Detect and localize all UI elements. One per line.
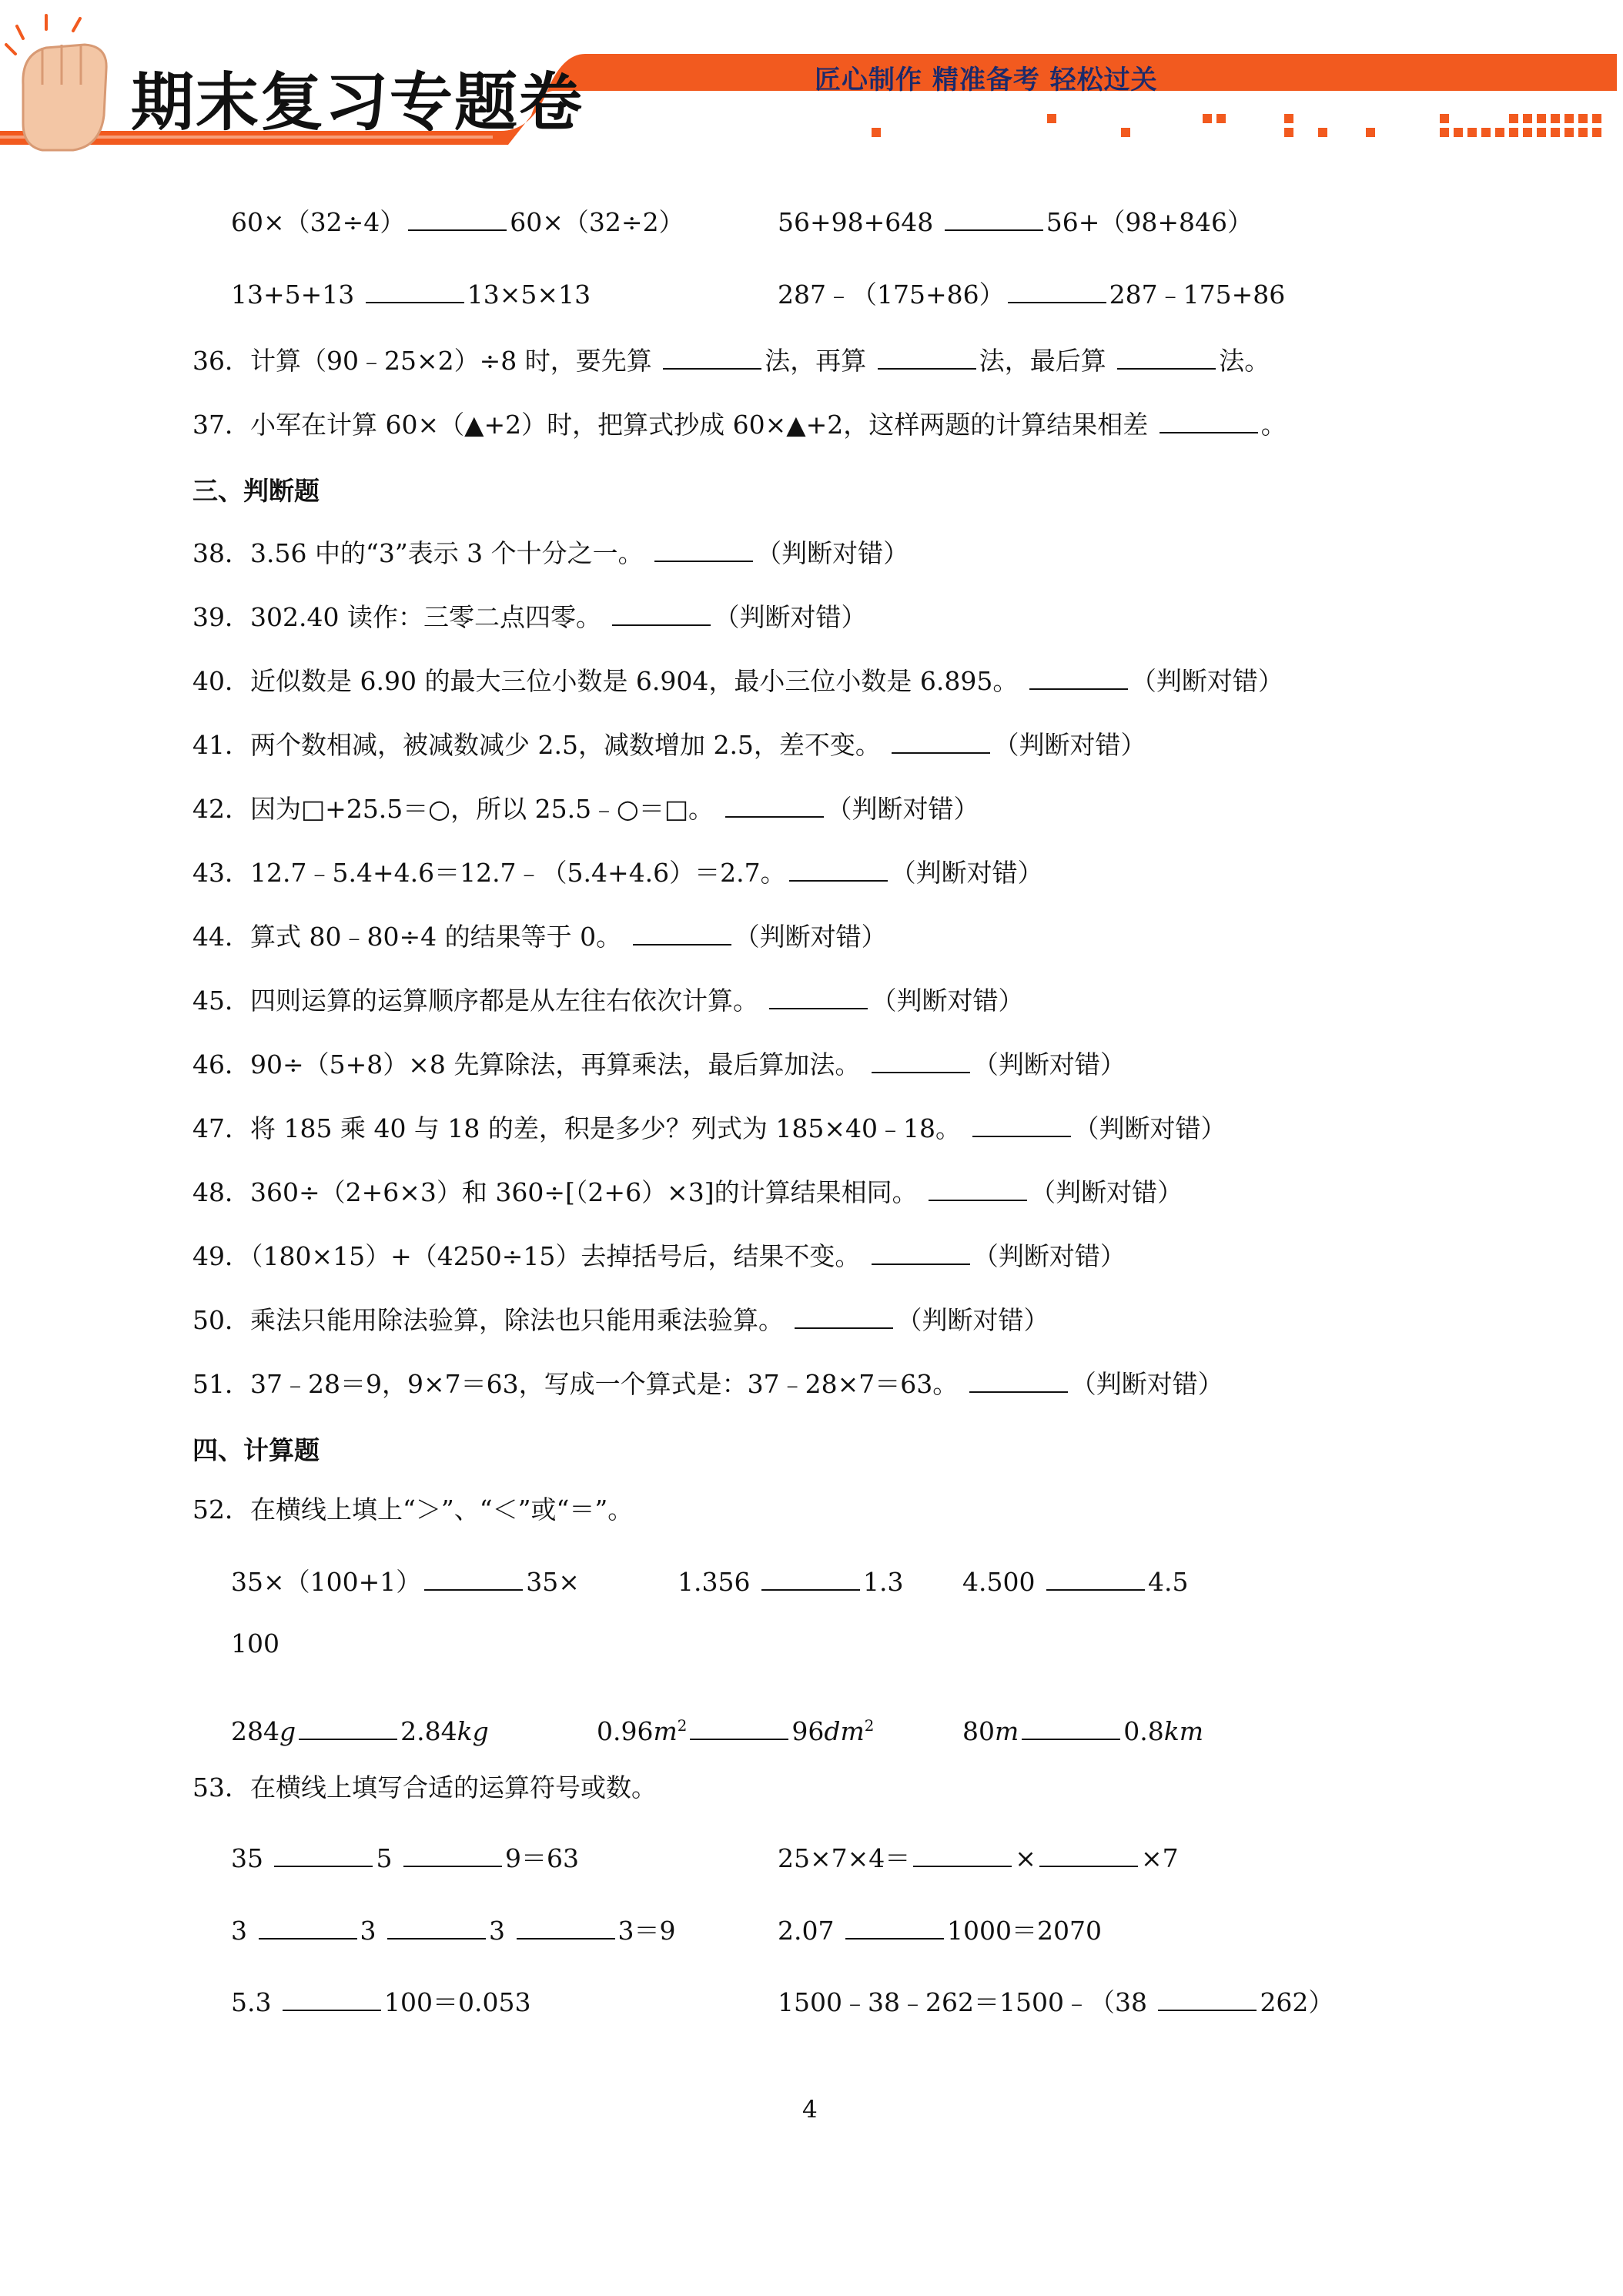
answer-blank[interactable] — [1039, 1842, 1138, 1867]
line-text: （判断对错） — [1130, 666, 1283, 696]
line-text: ×7 — [1140, 1843, 1179, 1873]
line-text: 35×（100+1） — [231, 1567, 422, 1597]
line-text: 50．乘法只能用除法验算，除法也只能用乘法验算。 — [192, 1305, 792, 1335]
q52-unit-c: 80m 0.8km — [962, 1716, 1204, 1746]
line-text: 法，最后算 — [979, 346, 1115, 376]
q41 — [192, 729, 1146, 758]
q37 — [192, 409, 1287, 440]
line-text: （判断对错） — [1030, 1177, 1183, 1207]
line-text: 35 — [231, 1843, 272, 1873]
line-text: 38．3.56 中的“3”表示 3 个十分之一。 — [192, 538, 652, 568]
line-text: 60×（32÷2） — [510, 207, 684, 237]
q38 — [192, 537, 909, 566]
line-text: 44．算式 80﹣80÷4 的结果等于 0。 — [192, 922, 630, 952]
q53 — [192, 1772, 657, 1802]
answer-blank[interactable] — [633, 921, 731, 946]
line-text: 47．将 185 乘 40 与 18 的差，积是多少？列式为 185×40﹣18。 — [192, 1113, 969, 1143]
line-text: 49．（180×15）+（4250÷15）去掉括号后，结果不变。 — [192, 1241, 868, 1271]
line-text: 40．近似数是 6.90 的最大三位小数是 6.904，最小三位小数是 6.895。 — [192, 666, 1026, 696]
line-text: 52．在横线上填上“＞”、“＜”或“＝”。 — [192, 1494, 634, 1525]
answer-blank[interactable] — [929, 1176, 1027, 1201]
cmp-row1-left — [231, 206, 684, 235]
answer-blank[interactable] — [1160, 409, 1258, 433]
q48 — [192, 1176, 1183, 1205]
line-text: 100 — [231, 1628, 279, 1658]
line-text: 5.3 — [231, 1987, 279, 2017]
answer-blank[interactable] — [1046, 1566, 1145, 1591]
q40 — [192, 665, 1283, 694]
q42 — [192, 793, 979, 822]
q52-a — [231, 1566, 580, 1595]
line-text: 56+（98+846） — [1046, 207, 1253, 237]
line-text: 1.3 — [862, 1567, 904, 1597]
q52 — [192, 1494, 634, 1525]
answer-blank[interactable] — [845, 1915, 944, 1940]
answer-blank[interactable] — [403, 1842, 502, 1867]
line-text: 1000＝2070 — [946, 1916, 1102, 1946]
line-text: 1.356 — [678, 1567, 758, 1597]
q52-c — [962, 1566, 1188, 1595]
line-text: 13+5+13 — [231, 279, 363, 310]
answer-blank[interactable] — [1008, 279, 1106, 303]
line-text: 56+98+648 — [778, 207, 942, 237]
answer-blank[interactable] — [795, 1304, 893, 1329]
line-text: （判断对错） — [1070, 1369, 1223, 1399]
q53-f — [778, 1986, 1334, 2015]
q49 — [192, 1240, 1126, 1269]
q39 — [192, 601, 866, 630]
cmp-row2-right — [778, 279, 1286, 310]
answer-blank[interactable] — [789, 857, 888, 882]
line-text: （判断对错） — [890, 858, 1043, 888]
cmp-row2-left — [231, 279, 591, 310]
line-text: 37．小军在计算 60×（▲+2）时，把算式抄成 60×▲+2，这样两题的计算结果相差 — [192, 410, 1156, 440]
line-text: 41．两个数相减，被减数减少 2.5，减数增加 2.5，差不变。 — [192, 730, 889, 760]
answer-blank[interactable] — [283, 1986, 381, 2011]
line-text: 4.500 — [962, 1567, 1043, 1597]
answer-blank[interactable] — [408, 206, 507, 231]
answer-blank[interactable] — [1029, 665, 1128, 690]
line-text: 43．12.7﹣5.4+4.6＝12.7﹣（5.4+4.6）＝2.7。 — [192, 858, 786, 888]
line-text: 3 — [489, 1916, 514, 1946]
answer-blank[interactable] — [769, 985, 868, 1009]
line-text: （判断对错） — [714, 602, 867, 632]
answer-blank[interactable] — [387, 1915, 486, 1940]
line-text: 法。 — [1219, 346, 1270, 376]
line-text: 60×（32÷4） — [231, 207, 406, 237]
line-text: （判断对错） — [1073, 1113, 1226, 1143]
answer-blank[interactable] — [259, 1915, 357, 1940]
answer-blank[interactable] — [1117, 345, 1216, 370]
answer-blank[interactable] — [913, 1842, 1012, 1867]
answer-blank[interactable] — [517, 1915, 615, 1940]
line-text: 100＝0.053 — [383, 1987, 531, 2017]
answer-blank[interactable] — [878, 345, 976, 370]
line-text: 45．四则运算的运算顺序都是从左往右依次计算。 — [192, 986, 767, 1016]
q47 — [192, 1113, 1226, 1141]
sec4-heading: 四、计算题 — [192, 1435, 320, 1465]
line-text: （判断对错） — [993, 730, 1146, 760]
answer-blank[interactable] — [424, 1566, 523, 1591]
line-text: 1500﹣38﹣262＝1500﹣（38 — [778, 1987, 1156, 2017]
line-text: 48．360÷（2+6×3）和 360÷[（2+6）×3]的计算结果相同。 — [192, 1177, 926, 1207]
line-text: 35× — [526, 1567, 580, 1597]
q52-a2 — [231, 1628, 279, 1658]
line-text: （判断对错） — [756, 538, 909, 568]
cmp-row1-right — [778, 206, 1253, 235]
line-text: 。 — [1260, 410, 1287, 440]
q52-unit-a: 284g 2.84kg — [231, 1716, 489, 1746]
line-text: （判断对错） — [896, 1305, 1049, 1335]
line-text: 39．302.40 读作：三零二点四零。 — [192, 602, 610, 632]
answer-blank[interactable] — [1022, 1715, 1120, 1740]
line-text: 287﹣175+86 — [1109, 279, 1286, 310]
q52-unit-b: $0.96m^2$ $96dm^2$ — [597, 1716, 875, 1746]
q43 — [192, 857, 1043, 888]
q36 — [192, 345, 1270, 376]
line-text: 9＝63 — [504, 1843, 579, 1873]
q53-e — [231, 1986, 530, 2015]
answer-blank[interactable] — [872, 1240, 970, 1265]
line-text: 287﹣（175+86） — [778, 279, 1005, 310]
answer-blank[interactable] — [761, 1566, 860, 1591]
header-title: 期末复习专题卷 — [131, 66, 584, 139]
answer-blank[interactable] — [663, 345, 761, 370]
answer-blank[interactable] — [690, 1715, 788, 1740]
q45 — [192, 985, 1024, 1016]
line-text: （判断对错） — [826, 794, 979, 824]
line-text: 5 — [376, 1843, 400, 1873]
line-text: （判断对错） — [871, 986, 1024, 1016]
line-text: 2.07 — [778, 1916, 842, 1946]
page-number: 4 — [802, 2096, 818, 2124]
q46 — [192, 1049, 1126, 1077]
line-text: （判断对错） — [972, 1049, 1126, 1079]
answer-blank[interactable] — [1158, 1986, 1257, 2011]
q53-d — [778, 1915, 1102, 1946]
line-text: 3＝9 — [617, 1916, 676, 1946]
answer-blank[interactable] — [892, 729, 990, 754]
answer-blank[interactable] — [299, 1715, 397, 1740]
answer-blank[interactable] — [969, 1368, 1068, 1393]
answer-blank[interactable] — [945, 206, 1043, 231]
line-text: 42．因为□+25.5＝○，所以 25.5﹣○＝□。 — [192, 794, 722, 824]
line-text: 13×5×13 — [467, 279, 591, 310]
line-text: （判断对错） — [734, 922, 887, 952]
line-text: （判断对错） — [972, 1241, 1126, 1271]
answer-blank[interactable] — [725, 793, 824, 818]
answer-blank[interactable] — [274, 1842, 373, 1867]
q53-c — [231, 1915, 676, 1946]
fist-icon — [6, 15, 106, 150]
line-text: 4.5 — [1147, 1567, 1189, 1597]
answer-blank[interactable] — [872, 1049, 970, 1073]
q50 — [192, 1304, 1049, 1333]
q53-b — [778, 1842, 1179, 1871]
line-text: 46．90÷（5+8）×8 先算除法，再算乘法，最后算加法。 — [192, 1049, 868, 1079]
q51 — [192, 1368, 1223, 1397]
line-text: 262） — [1260, 1987, 1334, 2017]
sec3-heading: 三、判断题 — [192, 476, 320, 506]
answer-blank[interactable] — [366, 279, 464, 303]
q52-b — [678, 1566, 903, 1595]
line-text: 36．计算（90﹣25×2）÷8 时，要先算 — [192, 346, 661, 376]
q53-a — [231, 1842, 579, 1871]
header-slogan: 匠心制作 精准备考 轻松过关 — [815, 65, 1158, 95]
answer-blank[interactable] — [612, 601, 711, 626]
line-text: 25×7×4＝ — [778, 1843, 911, 1873]
line-text: 53．在横线上填写合适的运算符号或数。 — [192, 1772, 657, 1802]
line-text: 51．37﹣28＝9，9×7＝63，写成一个算式是：37﹣28×7＝63。 — [192, 1369, 966, 1399]
q44 — [192, 921, 887, 952]
line-text: 法，再算 — [765, 346, 875, 376]
answer-blank[interactable] — [654, 537, 753, 562]
line-text: 3 — [360, 1916, 384, 1946]
answer-blank[interactable] — [972, 1113, 1071, 1137]
line-text: 3 — [231, 1916, 256, 1946]
line-text: × — [1015, 1843, 1036, 1873]
